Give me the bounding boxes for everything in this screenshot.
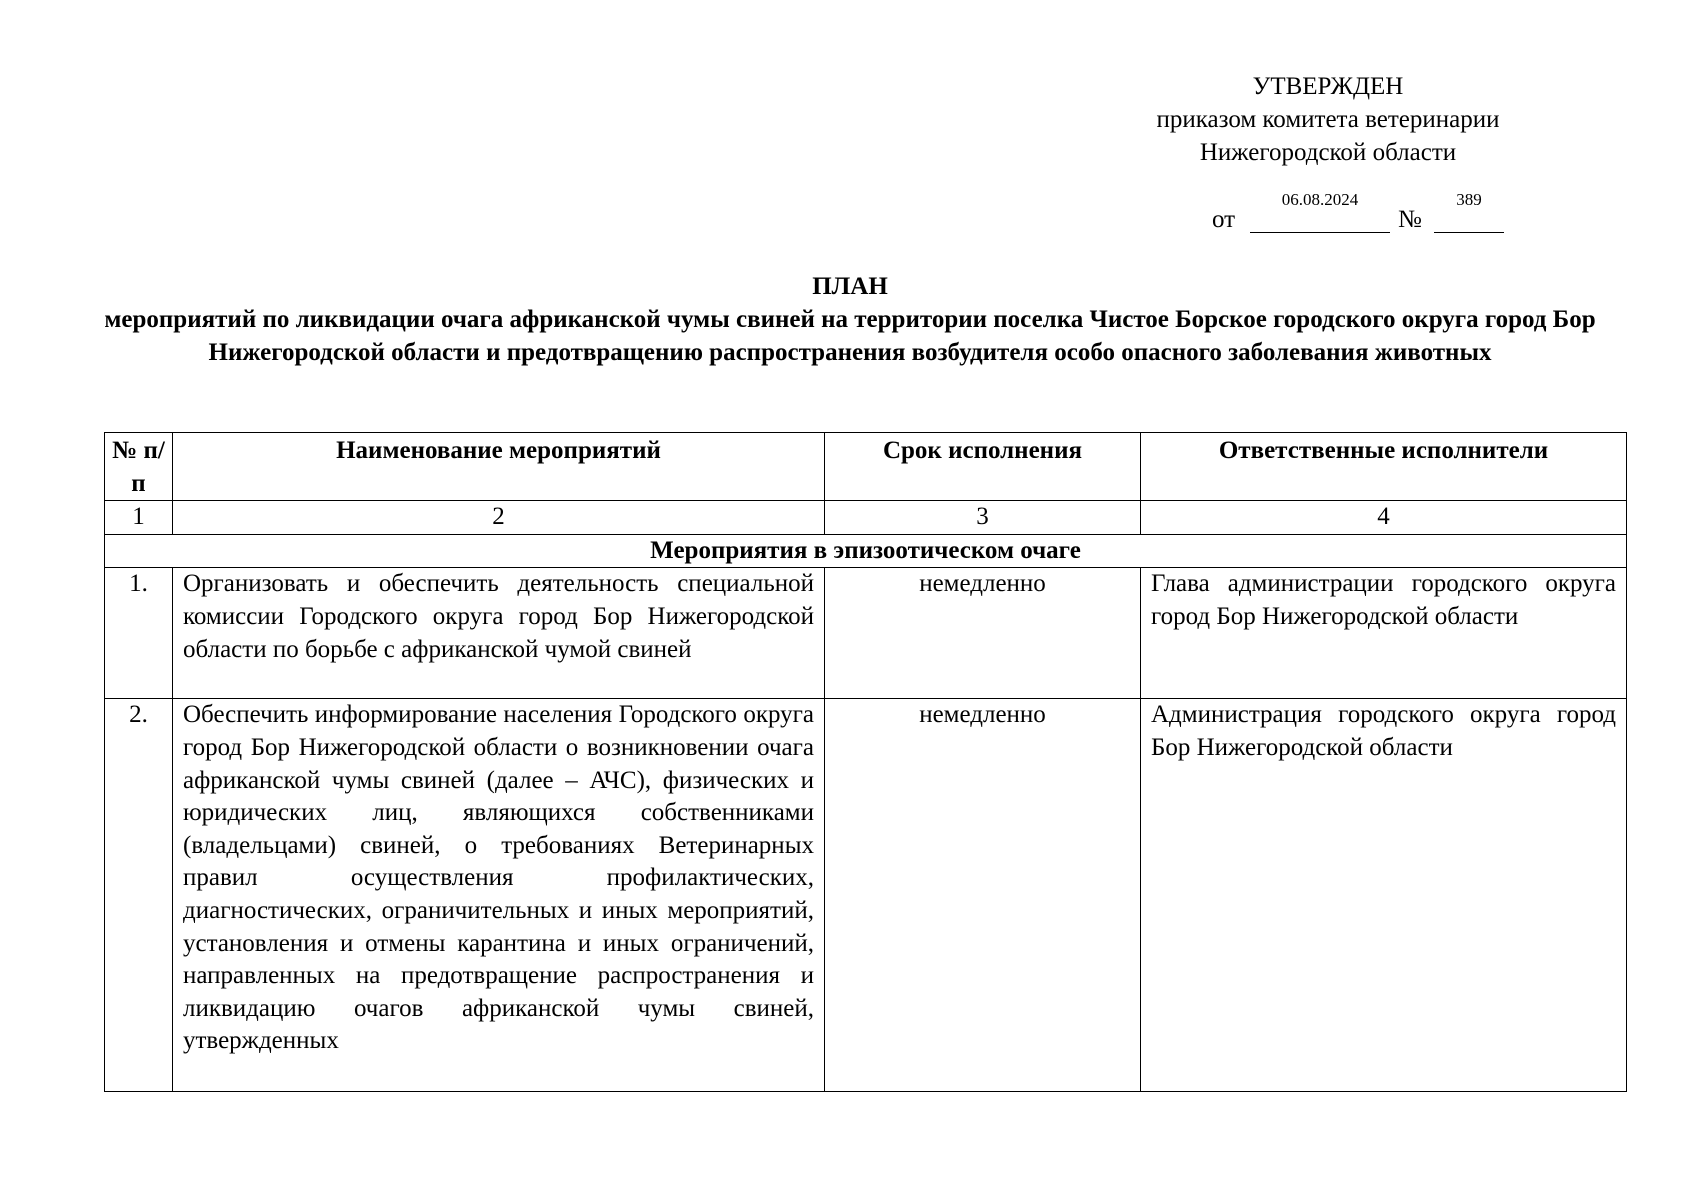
- header-number: № п/п: [105, 433, 173, 501]
- title-subtitle: мероприятий по ликвидации очага африканской чумы свиней на территории поселка Чистое Борское городского округа город Бор Нижегородской области и предотвращению распространения возбудителя особо опасного заболевания животных: [104, 306, 1596, 366]
- header-responsible: Ответственные исполнители: [1141, 433, 1627, 501]
- section-row: [105, 534, 1627, 568]
- date-underline: [1250, 232, 1390, 233]
- header-activity: Наименование мероприятий: [173, 433, 825, 501]
- row-term: немедленно: [825, 699, 1141, 1092]
- column-number: 2: [173, 501, 825, 535]
- column-number-row: [105, 501, 1627, 535]
- row-activity: Обеспечить информирование населения Городского округа город Бор Нижегородской области о возникновении очага африканской чумы свиней (далее – АЧС), физических и юридических лиц, являющихся собственниками (владельцами) свиней, о требованиях Ветеринарных правил осуществления профилактических, диагностических, ограничительных и иных мероприятий, установления и отмены карантина и иных ограничений, направленных на предотвращение распространения и ликвидацию очагов африканской чумы свиней, утвержденных: [183, 701, 814, 1055]
- row-activity-cell: [173, 699, 825, 1092]
- approval-heading: УТВЕРЖДЕН: [1252, 73, 1404, 100]
- date-prefix: от: [1212, 206, 1236, 233]
- table-row: [105, 699, 1627, 1092]
- header-term: Срок исполнения: [825, 433, 1141, 501]
- approval-line-2: Нижегородской области: [1199, 139, 1457, 166]
- row-number: 1.: [105, 568, 173, 699]
- number-underline: [1434, 232, 1504, 233]
- row-activity: Организовать и обеспечить деятельность специальной комиссии Городского округа город Бор Нижегородской области по борьбе с африканской чумой свиней: [173, 568, 825, 699]
- approval-stamp: [1138, 70, 1518, 169]
- column-number: 3: [825, 501, 1141, 535]
- number-prefix: №: [1398, 206, 1422, 233]
- table-header-row: [105, 433, 1627, 501]
- column-number: 1: [105, 501, 173, 535]
- order-number: 389: [1456, 190, 1482, 209]
- row-number: 2.: [105, 699, 173, 1092]
- order-date: 06.08.2024: [1281, 190, 1359, 209]
- row-responsible: Глава администрации городского округа город Бор Нижегородской области: [1141, 568, 1627, 699]
- row-responsible: Администрация городского округа город Бор Нижегородской области: [1141, 699, 1627, 1092]
- row-term: немедленно: [825, 568, 1141, 699]
- plan-table: [104, 432, 1627, 1092]
- column-number: 4: [1141, 501, 1627, 535]
- title-main: ПЛАН: [812, 273, 888, 300]
- order-date-number: [1212, 190, 1512, 240]
- section-title: Мероприятия в эпизоотическом очаге: [105, 534, 1627, 568]
- approval-line-1: приказом комитета ветеринарии: [1156, 106, 1500, 133]
- table-row: [105, 568, 1627, 699]
- document-title: [100, 270, 1600, 369]
